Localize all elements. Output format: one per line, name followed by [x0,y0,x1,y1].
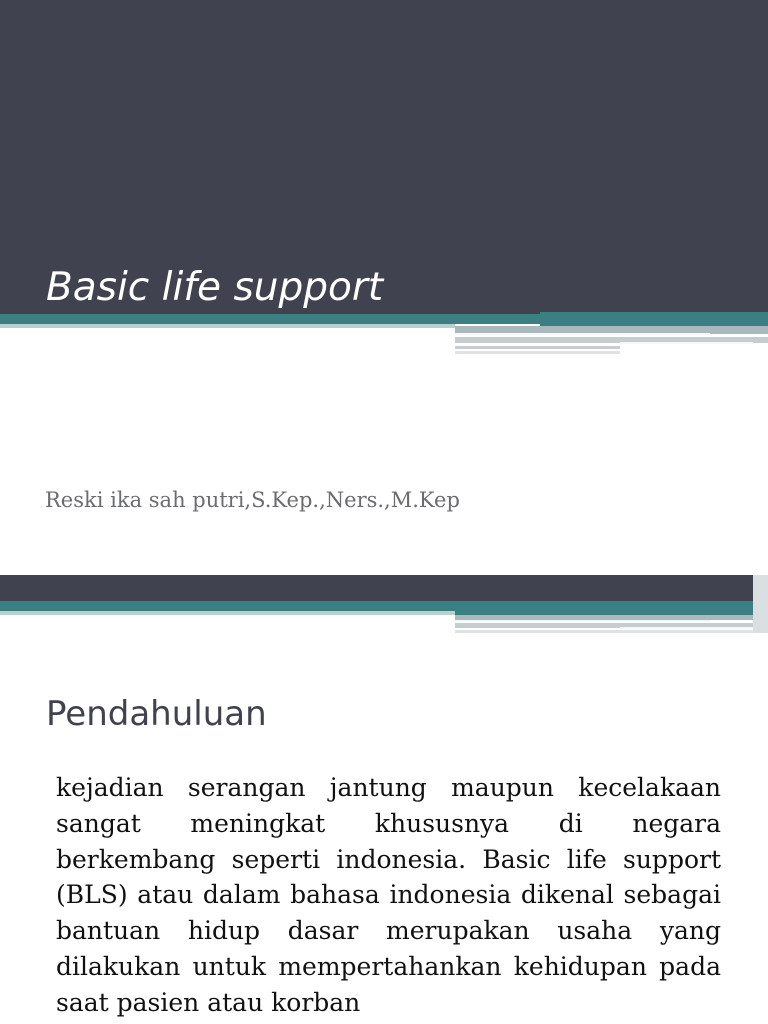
stripe-2 [455,333,710,335]
stripe-6 [455,351,620,354]
stripe-2-5 [455,630,753,633]
teal-band-right [540,312,768,326]
teal-band-shadow [0,324,455,328]
teal-band-right-2 [455,601,753,615]
teal-band-left-2 [0,601,455,611]
teal-band-left [0,314,540,324]
stripe-4 [620,342,753,344]
stripe-5 [455,346,620,349]
slide-separator [0,565,768,575]
slide-heading: Pendahuluan [46,694,267,734]
stripe-2-4 [620,627,753,629]
content-header-panel [0,575,768,601]
presenter-name: Reski ika sah putri,S.Kep.,Ners.,M.Kep [45,488,460,512]
teal-band-shadow-2 [0,611,455,615]
slide-title: Basic life support [46,265,384,310]
slide-body-text: kejadian serangan jantung maupun kecelakaan sangat meningkat khususnya di negara berkembang seperti indonesia. Basic life support (BLS) atau dalam bahasa indonesia dikenal sebagai bantuan hidup dasar merupakan usaha yang dilakukan untuk mempertahankan kehidupan pada saat pasien atau korban [56,773,721,1017]
stripe-2-2 [455,620,710,622]
slide-edge-shadow [753,575,768,633]
